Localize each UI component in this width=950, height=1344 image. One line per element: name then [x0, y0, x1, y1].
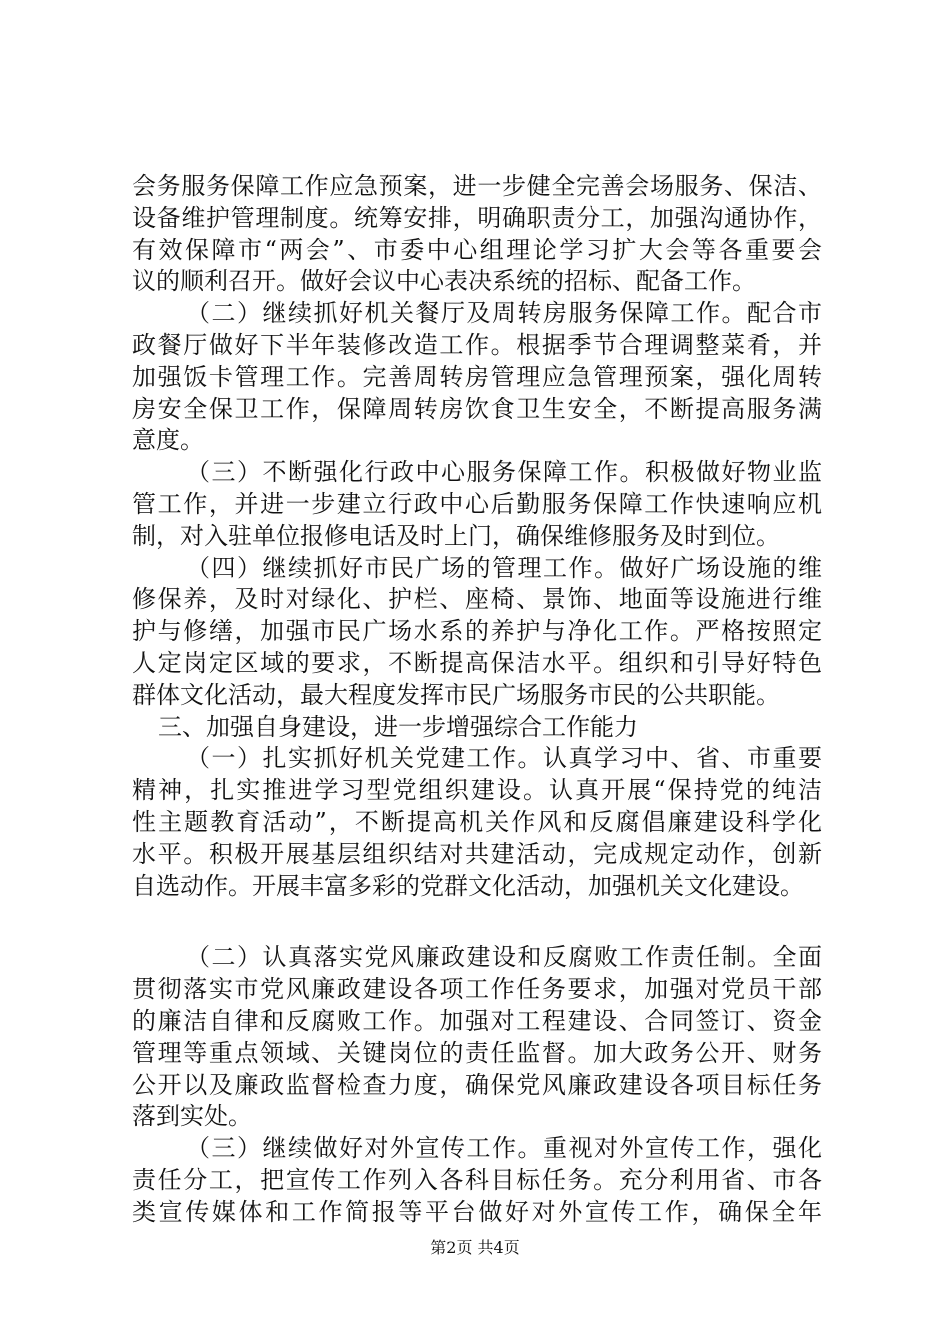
text-line: 房安全保卫工作，保障周转房饮食卫生安全，不断提高服务满 — [132, 394, 822, 423]
text-line: （三）不断强化行政中心服务保障工作。积极做好物业监 — [186, 458, 822, 487]
text-line: 贯彻落实市党风廉政建设各项工作任务要求，加强对党员干部 — [132, 975, 822, 1004]
text-line: 有效保障市“两会”、市委中心组理论学习扩大会等各重要会 — [132, 235, 822, 264]
page-footer: 第2页 共4页 — [430, 1238, 520, 1257]
text-line: 设备维护管理制度。统筹安排，明确职责分工，加强沟通协作， — [132, 203, 822, 232]
text-line: 护与修缮，加强市民广场水系的养护与净化工作。严格按照定 — [132, 617, 822, 646]
text-line: 自选动作。开展丰富多彩的党群文化活动，加强机关文化建设。 — [132, 871, 804, 900]
text-line: 意度。 — [132, 426, 204, 455]
text-line: 制，对入驻单位报修电话及时上门，确保维修服务及时到位。 — [132, 521, 780, 550]
text-line: 群体文化活动，最大程度发挥市民广场服务市民的公共职能。 — [132, 680, 780, 709]
paragraph-gap — [132, 902, 822, 942]
document-body — [132, 171, 822, 1229]
text-line: 类宣传媒体和工作简报等平台做好对外宣传工作，确保全年 — [132, 1197, 822, 1226]
text-line: 管工作，并进一步建立行政中心后勤服务保障工作快速响应机 — [132, 489, 822, 518]
text-line: （二）认真落实党风廉政建设和反腐败工作责任制。全面 — [186, 943, 822, 972]
text-line: 的廉洁自律和反腐败工作。加强对工程建设、合同签订、资金 — [132, 1006, 822, 1035]
text-line: （二）继续抓好机关餐厅及周转房服务保障工作。配合市 — [186, 299, 822, 328]
text-line: 管理等重点领域、关键岗位的责任监督。加大政务公开、财务 — [132, 1038, 822, 1067]
text-line: （四）继续抓好市民广场的管理工作。做好广场设施的维 — [186, 553, 822, 582]
section-heading: 三、加强自身建设，进一步增强综合工作能力 — [158, 712, 638, 741]
text-line: 人定岗定区域的要求，不断提高保洁水平。组织和引导好特色 — [132, 648, 822, 677]
text-line: 精神，扎实推进学习型党组织建设。认真开展“保持党的纯洁 — [132, 776, 822, 805]
text-line: 政餐厅做好下半年装修改造工作。根据季节合理调整菜肴，并 — [132, 330, 822, 359]
text-line: 性主题教育活动”，不断提高机关作风和反腐倡廉建设科学化 — [132, 807, 822, 836]
text-line: 会务服务保障工作应急预案，进一步健全完善会场服务、保洁、 — [132, 172, 822, 200]
text-line: （一）扎实抓好机关党建工作。认真学习中、省、市重要 — [186, 744, 822, 773]
text-line: 议的顺利召开。做好会议中心表决系统的招标、配备工作。 — [132, 267, 756, 296]
text-line: 公开以及廉政监督检查力度，确保党风廉政建设各项目标任务 — [132, 1070, 822, 1099]
text-line: 加强饭卡管理工作。完善周转房管理应急管理预案，强化周转 — [132, 362, 822, 391]
text-line: 修保养，及时对绿化、护栏、座椅、景饰、地面等设施进行维 — [132, 585, 822, 614]
text-line: 落到实处。 — [132, 1102, 252, 1131]
text-line: （三）继续做好对外宣传工作。重视对外宣传工作，强化 — [186, 1134, 822, 1163]
text-line: 水平。积极开展基层组织结对共建活动，完成规定动作，创新 — [132, 839, 822, 868]
text-line: 责任分工，把宣传工作列入各科目标任务。充分利用省、市各 — [132, 1165, 822, 1194]
